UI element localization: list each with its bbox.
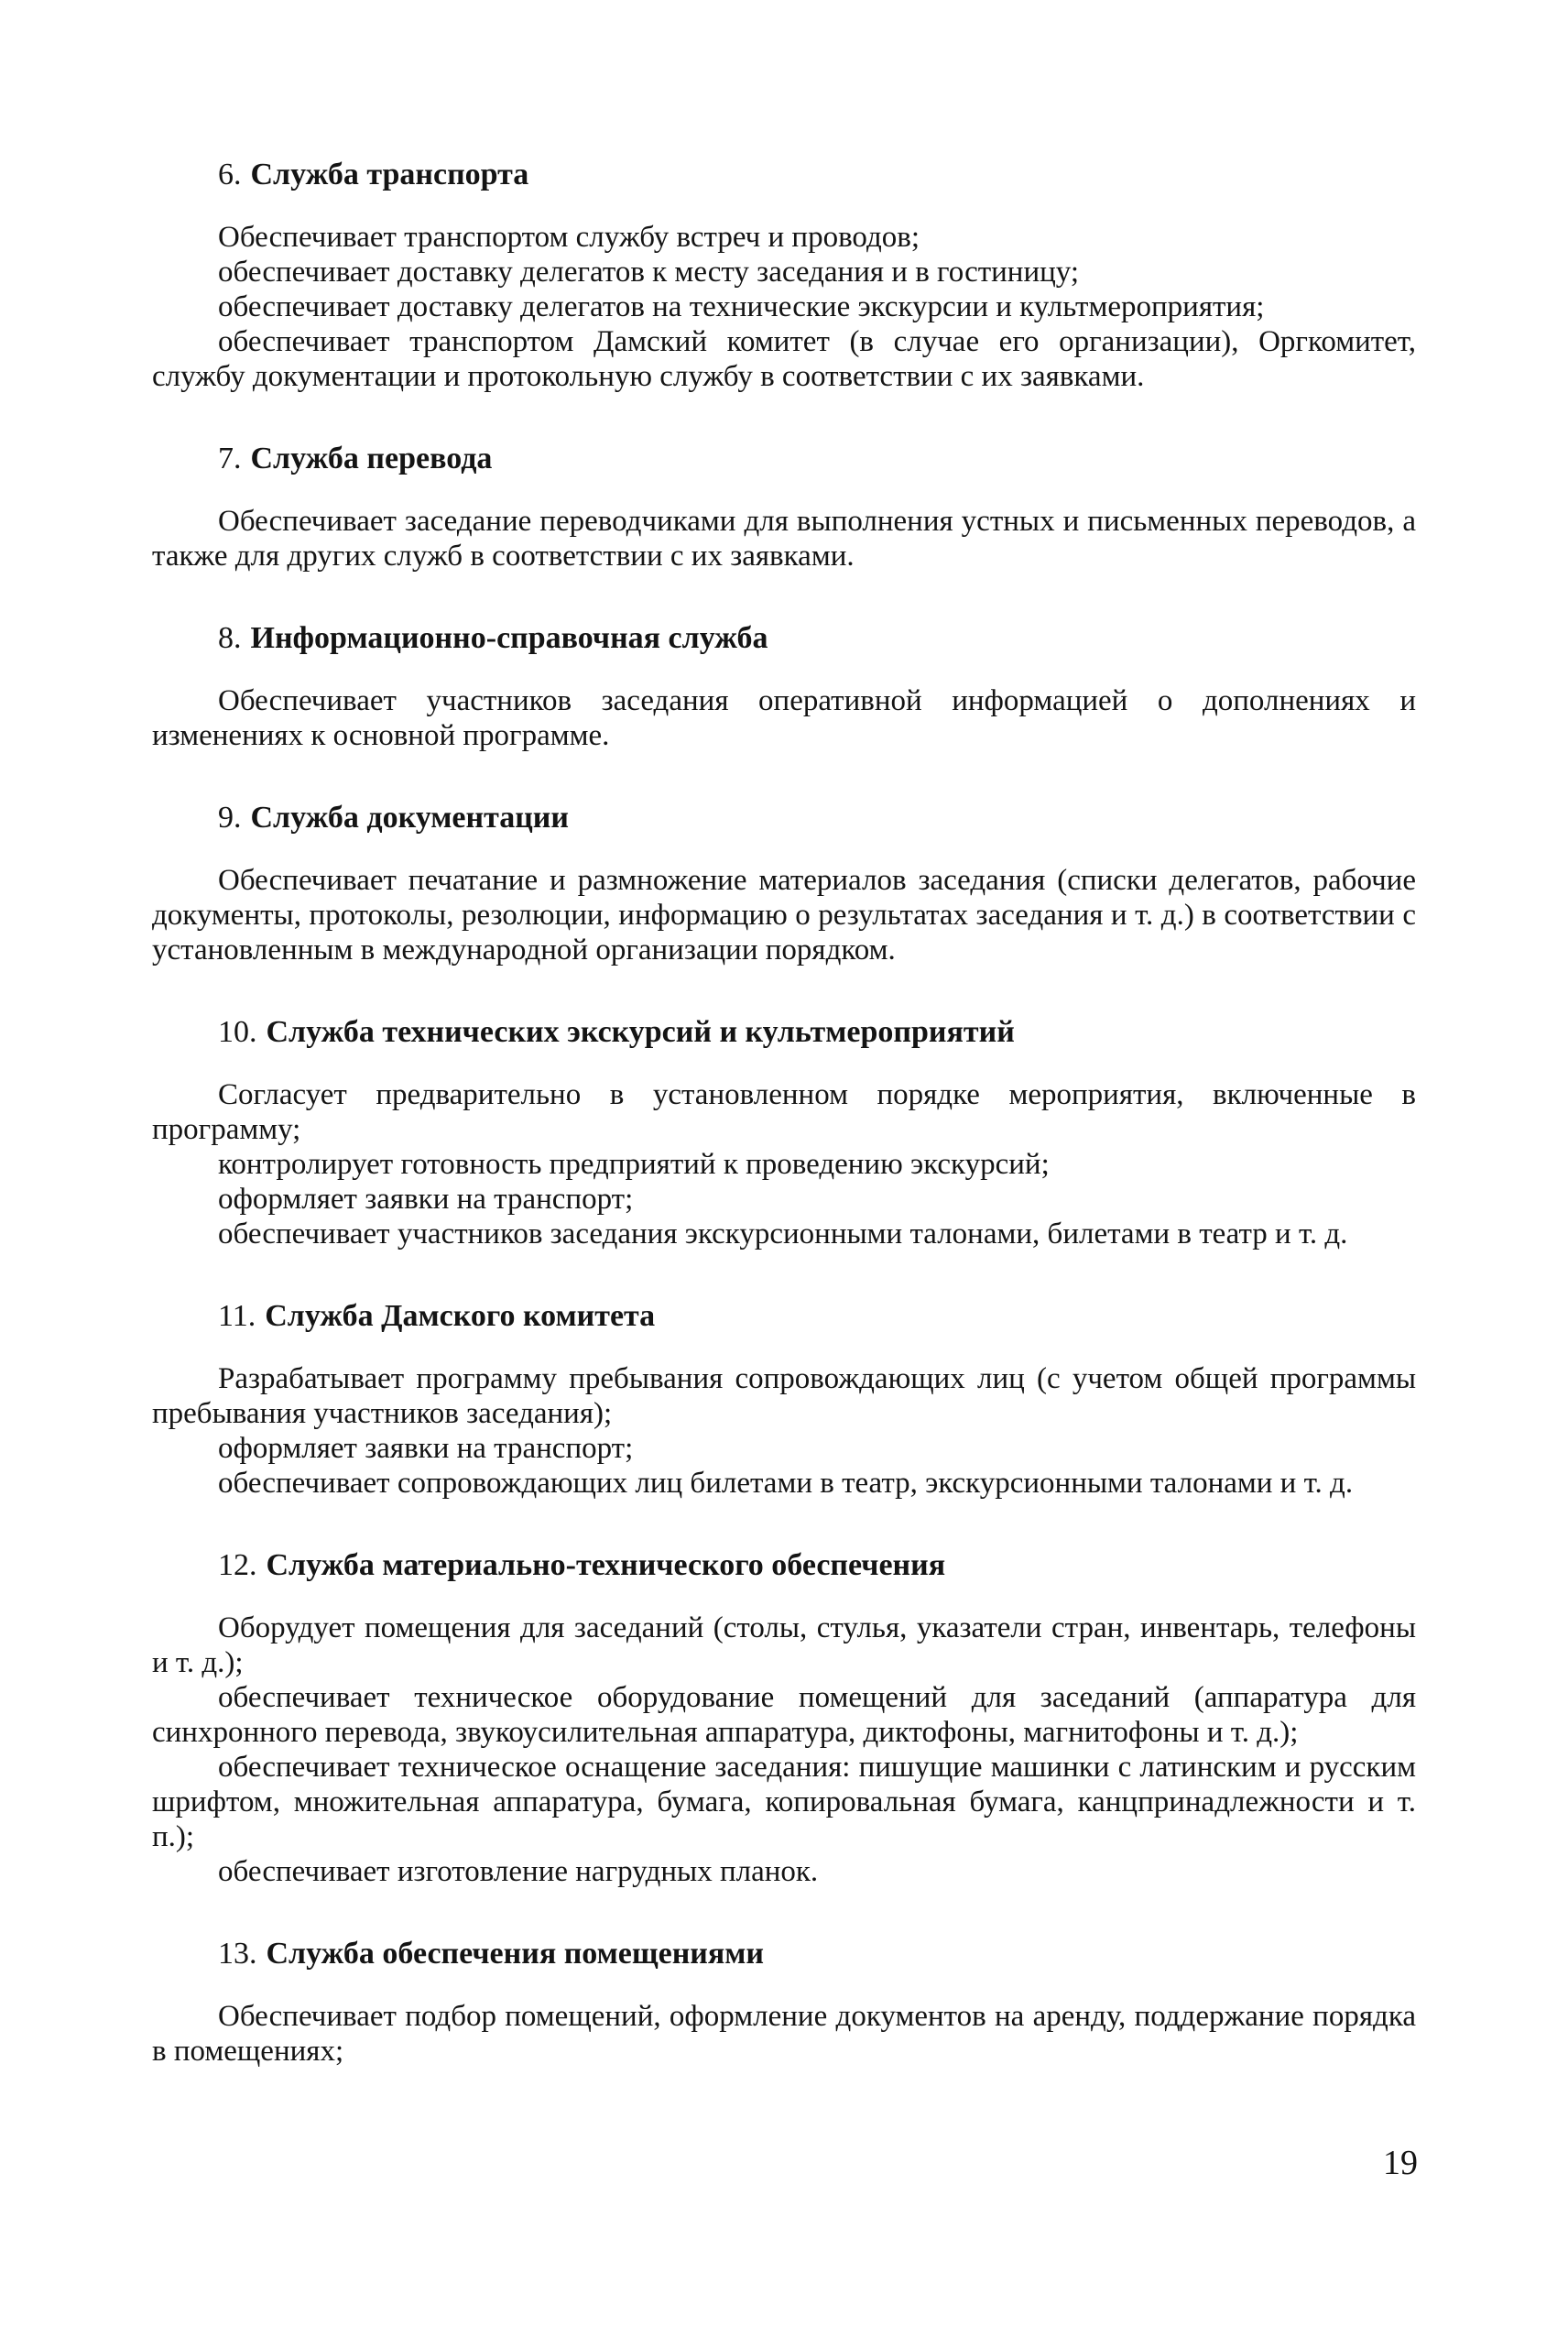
section-6 <box>152 154 1416 394</box>
section-number: 11. <box>218 1299 256 1333</box>
section-title: Информационно-справочная служба <box>250 621 768 655</box>
paragraph: Разрабатывает программу пребывания сопровождающих лиц (с учетом общей программы пребывания участников заседания); <box>152 1362 1416 1430</box>
section-heading <box>152 1011 1416 1054</box>
section-13 <box>152 1933 1416 2069</box>
page-number: 19 <box>1383 2144 1418 2182</box>
section-9 <box>152 797 1416 967</box>
section-title: Служба Дамского комитета <box>265 1299 656 1333</box>
section-number: 10. <box>218 1015 257 1049</box>
section-number: 6. <box>218 158 242 191</box>
paragraph: оформляет заявки на транспорт; <box>218 1183 634 1216</box>
section-title: Служба транспорта <box>250 158 529 191</box>
section-number: 7. <box>218 442 242 475</box>
section-12 <box>152 1545 1416 1889</box>
paragraph: обеспечивает техническое оборудование помещений для заседаний (аппаратура для синхронного перевода, звукоусилительная аппаратура, диктофоны, магнитофоны и т. д.); <box>152 1681 1416 1749</box>
paragraph: обеспечивает транспортом Дамский комитет (в случае его организации), Оргкомитет, службу документации и протокольную службу в соответствии с их заявками. <box>152 325 1416 393</box>
section-heading <box>152 797 1416 839</box>
paragraph: обеспечивает доставку делегатов к месту заседания и в гостиницу; <box>218 256 1080 289</box>
section-title: Служба обеспечения помещениями <box>266 1937 765 1971</box>
section-10 <box>152 1011 1416 1251</box>
paragraph: Обеспечивает подбор помещений, оформление документов на аренду, поддержание порядка в помещениях; <box>152 2000 1416 2068</box>
section-heading <box>152 1545 1416 1587</box>
section-heading <box>152 154 1416 196</box>
section-heading <box>152 617 1416 660</box>
section-number: 9. <box>218 801 242 835</box>
section-title: Служба технических экскурсий и культмероприятий <box>266 1015 1015 1049</box>
paragraph: обеспечивает сопровождающих лиц билетами в театр, экскурсионными талонами и т. д. <box>218 1467 1354 1500</box>
section-title: Служба перевода <box>250 442 493 475</box>
section-7 <box>152 438 1416 573</box>
section-8 <box>152 617 1416 753</box>
paragraph: Обеспечивает заседание переводчиками для выполнения устных и письменных переводов, а также для других служб в соответствии с их заявками. <box>152 505 1416 573</box>
section-title: Служба материально-технического обеспечения <box>266 1548 946 1582</box>
paragraph: Обеспечивает участников заседания оперативной информацией о дополнениях и изменениях к основной программе. <box>152 684 1416 752</box>
section-number: 8. <box>218 621 242 655</box>
document-page <box>152 154 1416 2069</box>
section-number: 12. <box>218 1548 257 1582</box>
paragraph: оформляет заявки на транспорт; <box>218 1432 634 1465</box>
paragraph: обеспечивает техническое оснащение заседания: пишущие машинки с латинским и русским шрифтом, множительная аппаратура, бумага, копировальная бумага, канцпринадлежности и т. п.); <box>152 1751 1416 1853</box>
paragraph: обеспечивает изготовление нагрудных планок. <box>218 1855 819 1888</box>
paragraph: обеспечивает доставку делегатов на технические экскурсии и культмероприятия; <box>218 290 1265 323</box>
section-heading <box>152 1295 1416 1338</box>
section-title: Служба документации <box>250 801 569 835</box>
section-11 <box>152 1295 1416 1501</box>
section-number: 13. <box>218 1937 257 1971</box>
section-heading <box>152 438 1416 480</box>
section-heading <box>152 1933 1416 1975</box>
paragraph: Обеспечивает печатание и размножение материалов заседания (списки делегатов, рабочие документы, протоколы, резолюции, информацию о результатах заседания и т. д.) в соответствии с установленным в международной организации порядком. <box>152 864 1416 966</box>
paragraph: Обеспечивает транспортом службу встреч и проводов; <box>218 221 920 254</box>
paragraph: обеспечивает участников заседания экскурсионными талонами, билетами в театр и т. д. <box>218 1218 1348 1250</box>
paragraph: Согласует предварительно в установленном порядке мероприятия, включенные в программу; <box>152 1078 1416 1146</box>
paragraph: Оборудует помещения для заседаний (столы, стулья, указатели стран, инвентарь, телефоны и т. д.); <box>152 1611 1416 1679</box>
paragraph: контролирует готовность предприятий к проведению экскурсий; <box>218 1148 1050 1181</box>
